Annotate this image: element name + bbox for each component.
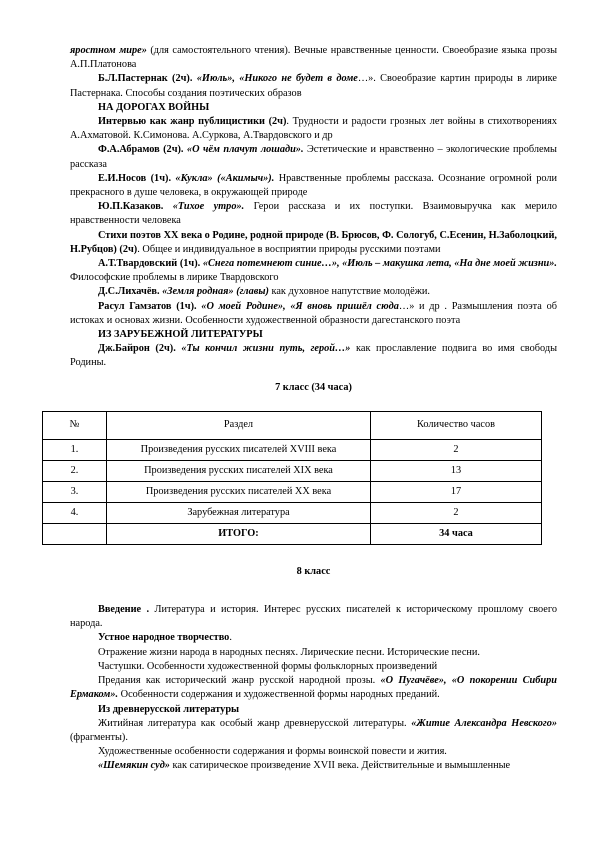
paragraph-folk-songs: Отражение жизни народа в народных песнях. Лирические песни. Исторические песни. [98, 646, 480, 658]
total-value: 34 часа [371, 523, 542, 544]
cell-number [43, 523, 107, 544]
table-header-row [43, 411, 542, 439]
paragraph-hagiography: Житийная литература как особый жанр древнерусской литературы. «Житие Александра Невского» (фрагменты). [70, 717, 557, 743]
paragraph-likhachev: Д.С.Лихачёв. «Земля родная» (главы) как духовное напутствие молодёжи. [98, 286, 430, 298]
cell-number: 1. [43, 439, 107, 460]
paragraph-legends: Предания как исторический жанр русской народной прозы. «О Пугачёве», «О покорении Сибири Ермаком». Особенности содержания и художественной формы народных преданий. [70, 675, 557, 701]
paragraph-poets: Стихи поэтов XX века о Родине, родной природе (В. Брюсов, Ф. Сологуб, С.Есенин, Н.Заболоцкий, Н.Рубцов) (2ч). Общее и индивидуальное в восприятии природы русскими поэтами [70, 229, 557, 255]
paragraph-tvardovsky: А.Т.Твардовский (1ч). «Снега потемнеют синие…», «Июль – макушка лета, «На дне моей жизни». Философские проблемы в лирике Твардовского [70, 258, 557, 284]
cell-hours: 13 [371, 460, 542, 481]
paragraph-pasternak: Б.Л.Пастернак (2ч). «Июль», «Никого не будет в доме…». Своеобразие картин природы в лирике Пастернака. Способы создания поэтических образов [70, 73, 558, 99]
paragraph-interview: Интервью как жанр публицистики (2ч). Трудности и радости грозных лет войны в стихотворениях А.Ахматовой. К.Симонова. А.Суркова, А.Твардовского и др [70, 116, 557, 142]
paragraph-kazakov: Ю.П.Казаков. «Тихое утро». Герои рассказа и их поступки. Взаимовыручка как мерило нравственности человека [70, 201, 557, 227]
section-heading-foreign: ИЗ ЗАРУБЕЖНОЙ ЛИТЕРАТУРЫ [98, 329, 263, 341]
section-heading-war: НА ДОРОГАХ ВОЙНЫ [98, 101, 210, 113]
table-row [43, 460, 542, 481]
paragraph-platonov: яростном мире» (для самостоятельного чтения). Вечные нравственные ценности. Своеобразие языка прозы А.П.Платонова [70, 45, 557, 71]
grade-8-heading: 8 класс [296, 565, 331, 577]
document-page [70, 44, 557, 774]
column-header-hours: Количество часов [371, 411, 542, 439]
cell-number: 4. [43, 502, 107, 523]
cell-section: Зарубежная литература [107, 502, 371, 523]
cell-section: Произведения русских писателей XVIII века [107, 439, 371, 460]
cell-section: Произведения русских писателей XIX века [107, 460, 371, 481]
paragraph-byron: Дж.Байрон (2ч). «Ты кончил жизни путь, герой…» как прославление подвига во имя свободы Родины. [70, 343, 557, 369]
total-label: ИТОГО: [107, 523, 371, 544]
cell-hours: 2 [371, 439, 542, 460]
table-row [43, 502, 542, 523]
cell-hours: 2 [371, 502, 542, 523]
cell-section: Произведения русских писателей XX века [107, 481, 371, 502]
paragraph-shemyakin: «Шемякин суд» как сатирическое произведение XVII века. Действительные и вымышленные [98, 760, 511, 772]
heading-old-russian: Из древнерусской литературы [98, 703, 240, 715]
table-row [43, 439, 542, 460]
table-total-row [43, 523, 542, 544]
paragraph-chastushki: Частушки. Особенности художественной формы фольклорных произведений [98, 660, 438, 672]
paragraph-gamzatov: Расул Гамзатов (1ч). «О моей Родине», «Я вновь пришёл сюда…» и др . Размышления поэта об истоках и основах жизни. Особенности художественной образности дагестанского поэта [70, 300, 557, 326]
cell-number: 2. [43, 460, 107, 481]
paragraph-introduction: Введение . Литература и история. Интерес русских писателей к историческому прошлому своего народа. [70, 604, 557, 630]
cell-number: 3. [43, 481, 107, 502]
table-row [43, 481, 542, 502]
paragraph-nosov: Е.И.Носов (1ч). «Кукла» («Акимыч»). Нравственные проблемы рассказа. Осознание огромной роли прекрасного в душе человека, в окружающей природе [70, 172, 557, 199]
paragraph-abramov: Ф.А.Абрамов (2ч). «О чём плачут лошади». Эстетические и нравственно – экологические проблемы рассказа [70, 144, 557, 170]
hours-table [42, 411, 542, 545]
cell-hours: 17 [371, 481, 542, 502]
grade-7-heading: 7 класс (34 часа) [275, 381, 352, 393]
column-header-number: № [43, 411, 107, 439]
heading-folklore: Устное народное творчество. [98, 632, 232, 644]
column-header-section: Раздел [107, 411, 371, 439]
paragraph-military-tale: Художественные особенности содержания и формы воинской повести и жития. [98, 746, 447, 758]
